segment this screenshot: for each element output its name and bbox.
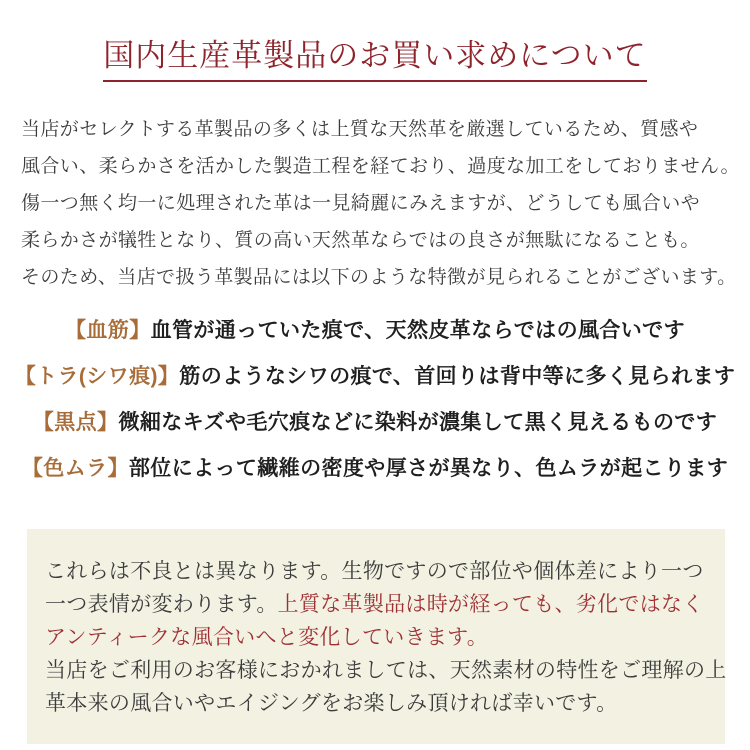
intro-line-3: 傷一つ無く均一に処理された革は一見綺麗にみえますが、どうしても風合いや — [21, 193, 701, 214]
feature-text: 血管が通っていた痕で、天然皮革ならではの風合いです — [150, 319, 685, 342]
feature-label: 【黒点】 — [32, 411, 119, 434]
feature-text: 筋のようなシワの痕で、首回りは背中等に多く見られます — [179, 365, 736, 388]
intro-paragraph — [0, 111, 750, 296]
note-line-2-highlight: 上質な革製品は時が経っても、劣化ではなく — [277, 592, 704, 616]
intro-line-2: 風合い、柔らかさを活かした製造工程を経ており、過度な加工をしておりません。 — [21, 156, 740, 177]
feature-label: 【血筋】 — [65, 319, 151, 342]
intro-line-4: 柔らかさが犠牲となり、質の高い天然革ならではの良さが無駄になることも。 — [21, 230, 700, 251]
feature-label: 【色ムラ】 — [21, 457, 129, 480]
feature-label: 【トラ(シワ痕)】 — [14, 365, 180, 388]
note-box — [27, 529, 725, 744]
feature-item-tora — [0, 354, 750, 400]
note-line-2-normal: 一つ表情が変わります。 — [45, 592, 278, 616]
feature-item-iromura — [0, 446, 750, 492]
note-line-2 — [45, 588, 707, 621]
leather-features-list — [0, 308, 750, 492]
feature-item-kokuten — [0, 400, 750, 446]
feature-text: 微細なキズや毛穴痕などに染料が濃集して黒く見えるものです — [118, 411, 718, 434]
intro-line-1: 当店がセレクトする革製品の多くは上質な天然革を厳選しているため、質感や — [21, 119, 699, 140]
feature-text: 部位によって繊維の密度や厚さが異なり、色ムラが起こります — [128, 457, 729, 480]
note-line-3-highlight: アンティークな風合いへと変化していきます。 — [45, 625, 489, 649]
note-line-5: 革本来の風合いやエイジングをお楽しみ頂ければ幸いです。 — [45, 691, 618, 715]
title-container — [0, 30, 750, 82]
page-title: 国内生産革製品のお買い求めについて — [103, 30, 646, 82]
feature-item-chisuji — [0, 308, 750, 354]
note-line-1: これらは不良とは異なります。生物ですので部位や個体差により一つ — [45, 559, 704, 583]
intro-line-5: そのため、当店で扱う革製品には以下のような特徴が見られることがございます。 — [21, 267, 737, 288]
note-line-4: 当店をご利用のお客様におかれましては、天然素材の特性をご理解の上 — [45, 658, 727, 682]
